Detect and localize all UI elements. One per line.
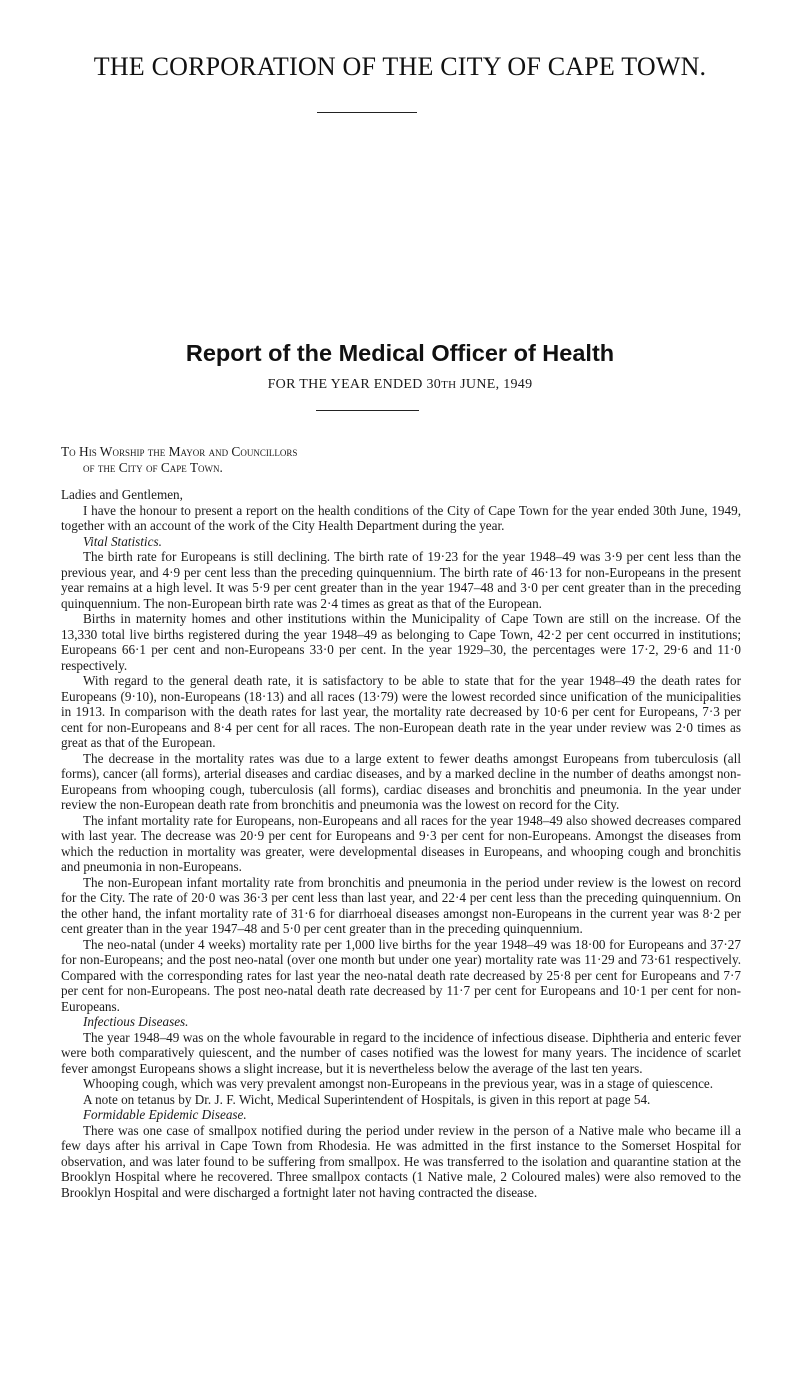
paragraph: A note on tetanus by Dr. J. F. Wicht, Medical Superintendent of Hospitals, is given in this report at page 54. [83, 1091, 651, 1107]
address-line-2: of the City of Cape Town. [83, 459, 223, 475]
paragraph: Whooping cough, which was very prevalent amongst non-Europeans in the previous year, was in a stage of quiescence. [83, 1076, 714, 1091]
divider-top [317, 112, 417, 113]
section-heading-infectious-diseases: Infectious Diseases. [83, 1014, 189, 1029]
paragraph: Births in maternity homes and other institutions within the Municipality of Cape Town are still on the increase. Of the 13,330 total live births registered during the year 1948–49 as belonging to Cape Town, 42·2 per cent occurred in institutions; Europeans 66·1 per cent and non-Europeans 33·0 per cent. In the year 1929–30, the percentages were 17·2, 29·6 and 11·0 respectively. [61, 611, 741, 673]
year-suffix: JUNE, 1949 [456, 377, 533, 392]
report-title: Report of the Medical Officer of Health [185, 340, 615, 366]
paragraph: The year 1948–49 was on the whole favourable in regard to the incidence of infectious disease. Diphtheria and enteric fever were both comparatively quiescent, and the number of cases notified was the lowest for many years. The incidence of scarlet fever amongst Europeans shows a slight increase, but it is nevertheless below the average of the last ten years. [61, 1029, 741, 1076]
year-th: TH [441, 379, 457, 391]
intro-paragraph: I have the honour to present a report on the health conditions of the City of Cape Town for the year ended 30th June, 1949, together with an account of the work of the City Health Department during the year. [61, 502, 741, 533]
paragraph: The neo-natal (under 4 weeks) mortality rate per 1,000 live births for the year 1948–49 was 18·00 for Europeans and 37·27 for non-Europeans; and the post neo-natal (over one month but under one year) mortality rate was 11·29 and 73·61 respectively. Compared with the corresponding rates for last year the neo-natal death rate decreased by 25·8 per cent for Europeans and 7·7 per cent for non-Europeans. The post neo-natal death rate decreased by 11·7 per cent for Europeans and 10·1 per cent for non-Europeans. [61, 936, 741, 1014]
report-year [0, 377, 800, 393]
section-heading-vital-statistics: Vital Statistics. [83, 533, 162, 549]
divider-bottom [316, 410, 419, 411]
paragraph: With regard to the general death rate, it is satisfactory to be able to state that for the year 1948–49 the death rates for Europeans (9·10), non-Europeans (18·13) and all races (13·79) were the lowest recorded since unification of the municipalities in 1913. In comparison with the death rates for last year, the mortality rate decreased by 10·6 per cent for Europeans, 7·3 per cent for non-Europeans and 8·4 per cent for all races. The non-European death rate in the year under review was 2·0 times as great as that of the European. [61, 673, 741, 750]
address-line-1: To His Worship the Mayor and Councillors [61, 444, 298, 459]
year-prefix: FOR THE YEAR ENDED 30 [267, 377, 442, 392]
report-body [61, 444, 741, 1200]
paragraph: The non-European infant mortality rate from bronchitis and pneumonia in the period under review is the lowest on record for the City. The rate of 20·0 was 36·3 per cent less than last year, and 22·4 per cent less than the preceding quinquennium. On the other hand, the infant mortality rate of 31·6 for diarrhoeal diseases amongst non-Europeans in the current year was 8·2 per cent greater than in the year 1947–48 and 5·0 per cent greater than in the preceding quinquennium. [61, 874, 741, 936]
paragraph: The infant mortality rate for Europeans, non-Europeans and all races for the year 1948–49 also showed decreases compared with last year. The decrease was 20·9 per cent for Europeans and 9·3 per cent for non-Europeans. Amongst the diseases from which the reduction in mortality was greater, were developmental diseases in Europeans, and whooping cough and bronchitis and pneumonia in non-Europeans. [61, 812, 741, 874]
greeting: Ladies and Gentlemen, [61, 487, 183, 502]
paragraph: The birth rate for Europeans is still declining. The birth rate of 19·23 for the year 1948–49 was 3·9 per cent less than the previous year, and 4·9 per cent less than the preceding quinquennium. The birth rate of 46·13 for non-Europeans in the present year remains at a high level. It was 5·9 per cent greater than in the year 1947–48 and 3·0 per cent greater than in the preceding quinquennium. The non-European birth rate was 2·4 times as great as that of the European. [61, 549, 741, 611]
paragraph: There was one case of smallpox notified during the period under review in the person of a Native male who became ill a few days after his arrival in Cape Town from Rhodesia. He was admitted in the first instance to the Somerset Hospital for observation, and was later found to be suffering from smallpox. He was transferred to the isolation and quarantine station at the Brooklyn Hospital where he recovered. Three smallpox contacts (1 Native male, 2 Coloured males) were also removed to the Brooklyn Hospital and were discharged a fortnight later not having contracted the disease. [61, 1122, 741, 1200]
corporation-heading: THE CORPORATION OF THE CITY OF CAPE TOWN. [93, 52, 707, 81]
section-heading-formidable-epidemic-disease: Formidable Epidemic Disease. [83, 1107, 247, 1122]
paragraph: The decrease in the mortality rates was due to a large extent to fewer deaths amongst Europeans from tuberculosis (all forms), cancer (all forms), arterial diseases and cardiac diseases, and by a marked decline in the number of deaths amongst non-Europeans from whooping cough, tuberculosis (all forms), cardiac diseases and bronchitis and pneumonia. In the year under review the non-European death rate from bronchitis and pneumonia was the lowest on record for the City. [61, 750, 741, 812]
